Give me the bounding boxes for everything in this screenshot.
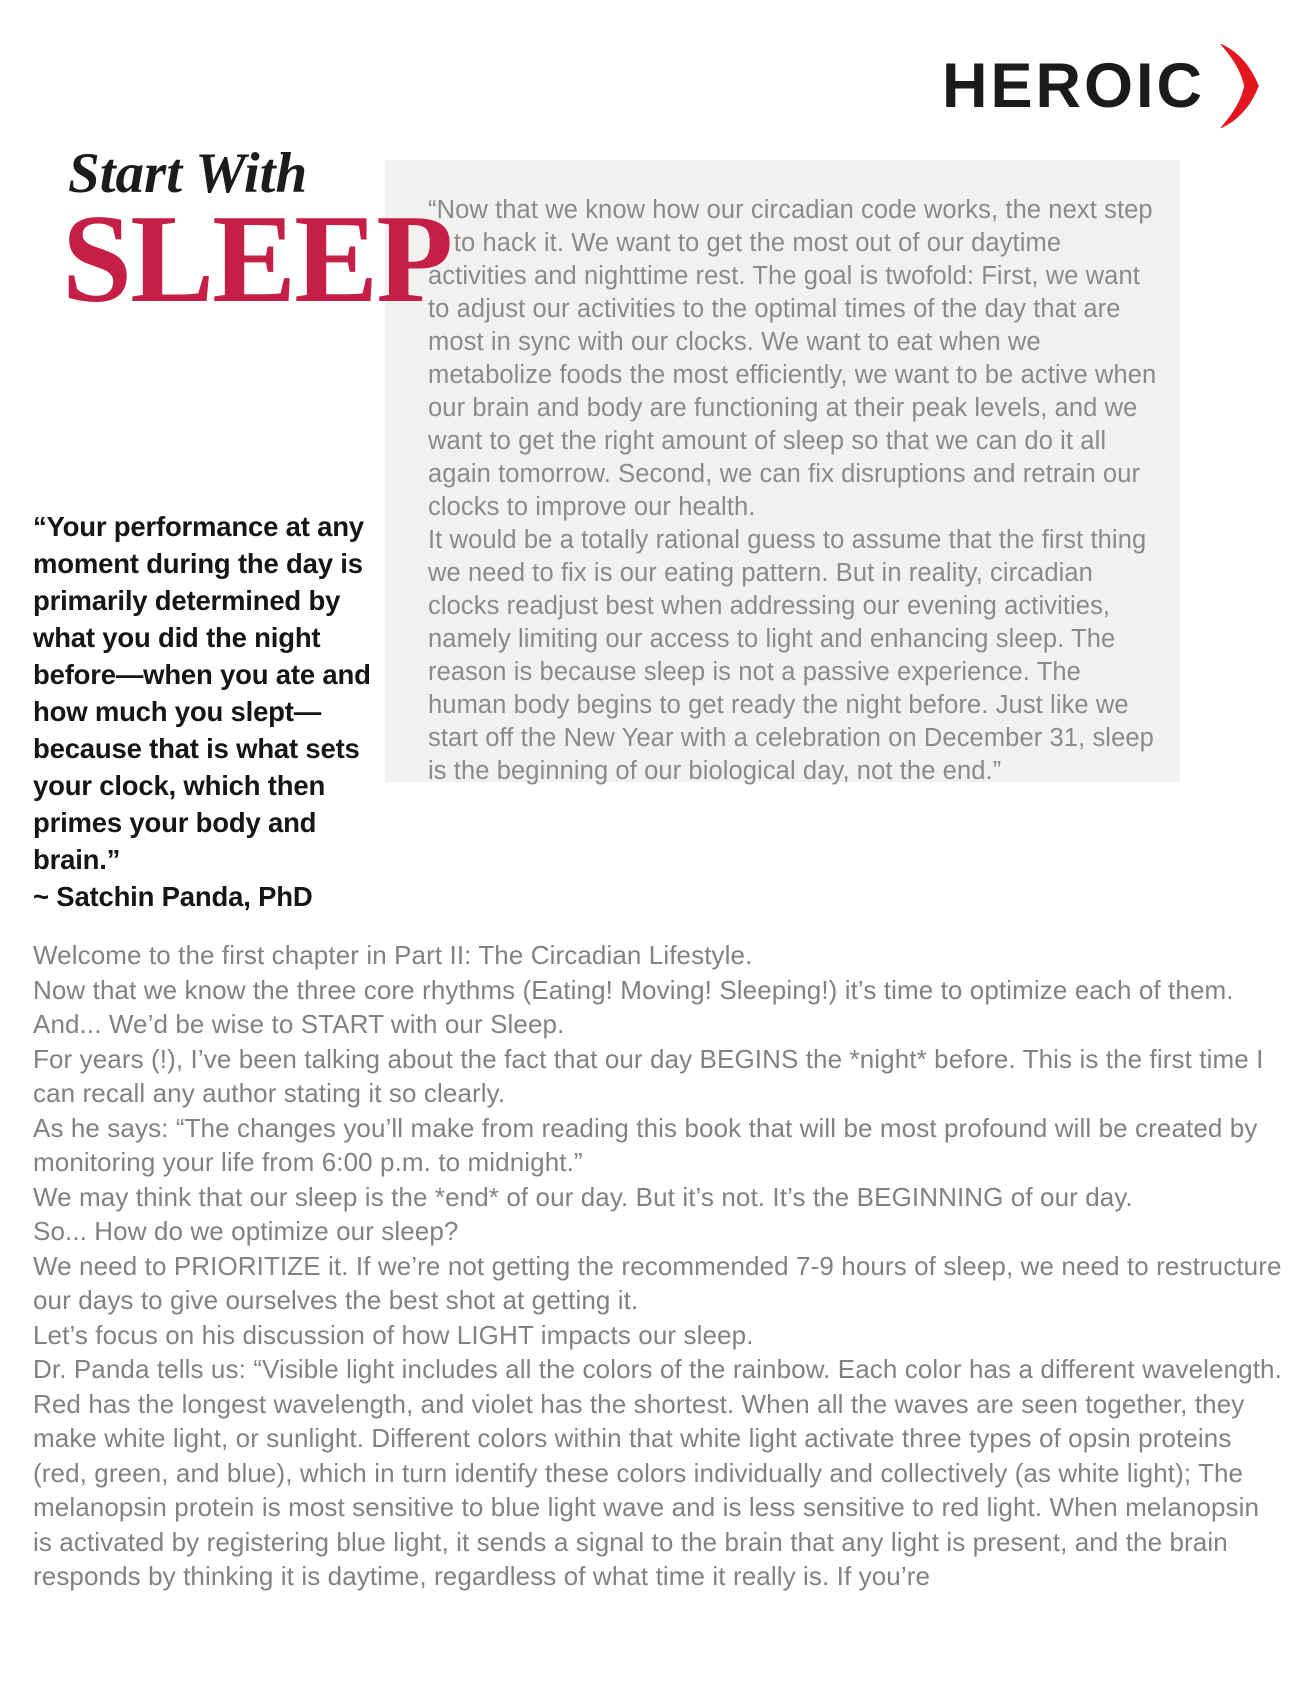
pull-quote-attribution: ~ Satchin Panda, PhD xyxy=(33,881,313,912)
heroic-logo-text: HEROIC xyxy=(941,50,1205,121)
page-title xyxy=(62,142,452,329)
body-paragraph: Now that we know the three core rhythms (Eating! Moving! Sleeping!) it’s time to optimize each of them. xyxy=(33,974,1234,1005)
book-quote-paragraph-1: “Now that we know how our circadian code works, the next step is to hack it. We want to get the most out of our daytime activities and nighttime rest. The goal is twofold: First, we want to adjust our activities to the optimal times of the day that are most in sync with our clocks. We want to eat when we metabolize foods the most efficiently, we want to be active when our brain and body are functioning at their peak levels, and we want to get the right amount of sleep so that we can do it all again tomorrow. Second, we can fix disruptions and retrain our clocks to improve our health. xyxy=(428,196,1157,521)
body-paragraph: Welcome to the first chapter in Part II: The Circadian Lifestyle. xyxy=(33,940,753,970)
article-body xyxy=(33,938,1285,1594)
body-paragraph: So... How do we optimize our sleep? xyxy=(33,1216,459,1246)
body-paragraph: Let’s focus on his discussion of how LIGHT impacts our sleep. xyxy=(33,1319,754,1350)
title-kicker: Start With xyxy=(68,142,308,205)
body-paragraph: For years (!), I’ve been talking about the fact that our day BEGINS the *night* before. This is the first time I can recall any author stating it so clearly. xyxy=(33,1043,1264,1108)
heroic-arrow-icon xyxy=(1213,44,1259,128)
pull-quote xyxy=(33,508,385,915)
heroic-logo xyxy=(942,44,1259,128)
title-main: SLEEP xyxy=(62,189,452,329)
book-quote-box xyxy=(385,160,1180,785)
body-paragraph: As he says: “The changes you’ll make from reading this book that will be most profound will be created by monitoring your life from 6:00 p.m. to midnight.” xyxy=(33,1112,1258,1177)
body-paragraph: And... We’d be wise to START with our Sleep. xyxy=(33,1009,565,1039)
book-quote-paragraph-2: It would be a totally rational guess to assume that the first thing we need to fix is our eating pattern. But in reality, circadian clocks readjust best when addressing our evening activities, namely limiting our access to light and enhancing sleep. The reason is because sleep is not a passive experience. The human body begins to get ready the night before. Just like we start off the New Year with a celebration on December 31, sleep is the beginning of our biological day, not the end.” xyxy=(428,526,1154,785)
body-paragraph: We need to PRIORITIZE it. If we’re not getting the recommended 7-9 hours of sleep, we need to restructure our days to give ourselves the best shot at getting it. xyxy=(33,1250,1282,1315)
pull-quote-text: “Your performance at any moment during the day is primarily determined by what you did the night before—when you ate and how much you slept—because that is what sets your clock, which then primes your body and brain.” xyxy=(33,511,371,875)
body-paragraph: Dr. Panda tells us: “Visible light includes all the colors of the rainbow. Each color has a different wavelength. Red has the longest wavelength, and violet has the shortest. When all the waves are seen together, they make white light, or sunlight. Different colors within that white light activate three types of opsin proteins (red, green, and blue), which in turn identify these colors individually and collectively (as white light); The melanopsin protein is most sensitive to blue light wave and is less sensitive to red light. When melanopsin is activated by registering blue light, it sends a signal to the brain that any light is present, and the brain responds by thinking it is daytime, regardless of what time it really is. If you’re xyxy=(33,1354,1282,1591)
body-paragraph: We may think that our sleep is the *end* of our day. But it’s not. It’s the BEGINNING of our day. xyxy=(33,1181,1133,1212)
